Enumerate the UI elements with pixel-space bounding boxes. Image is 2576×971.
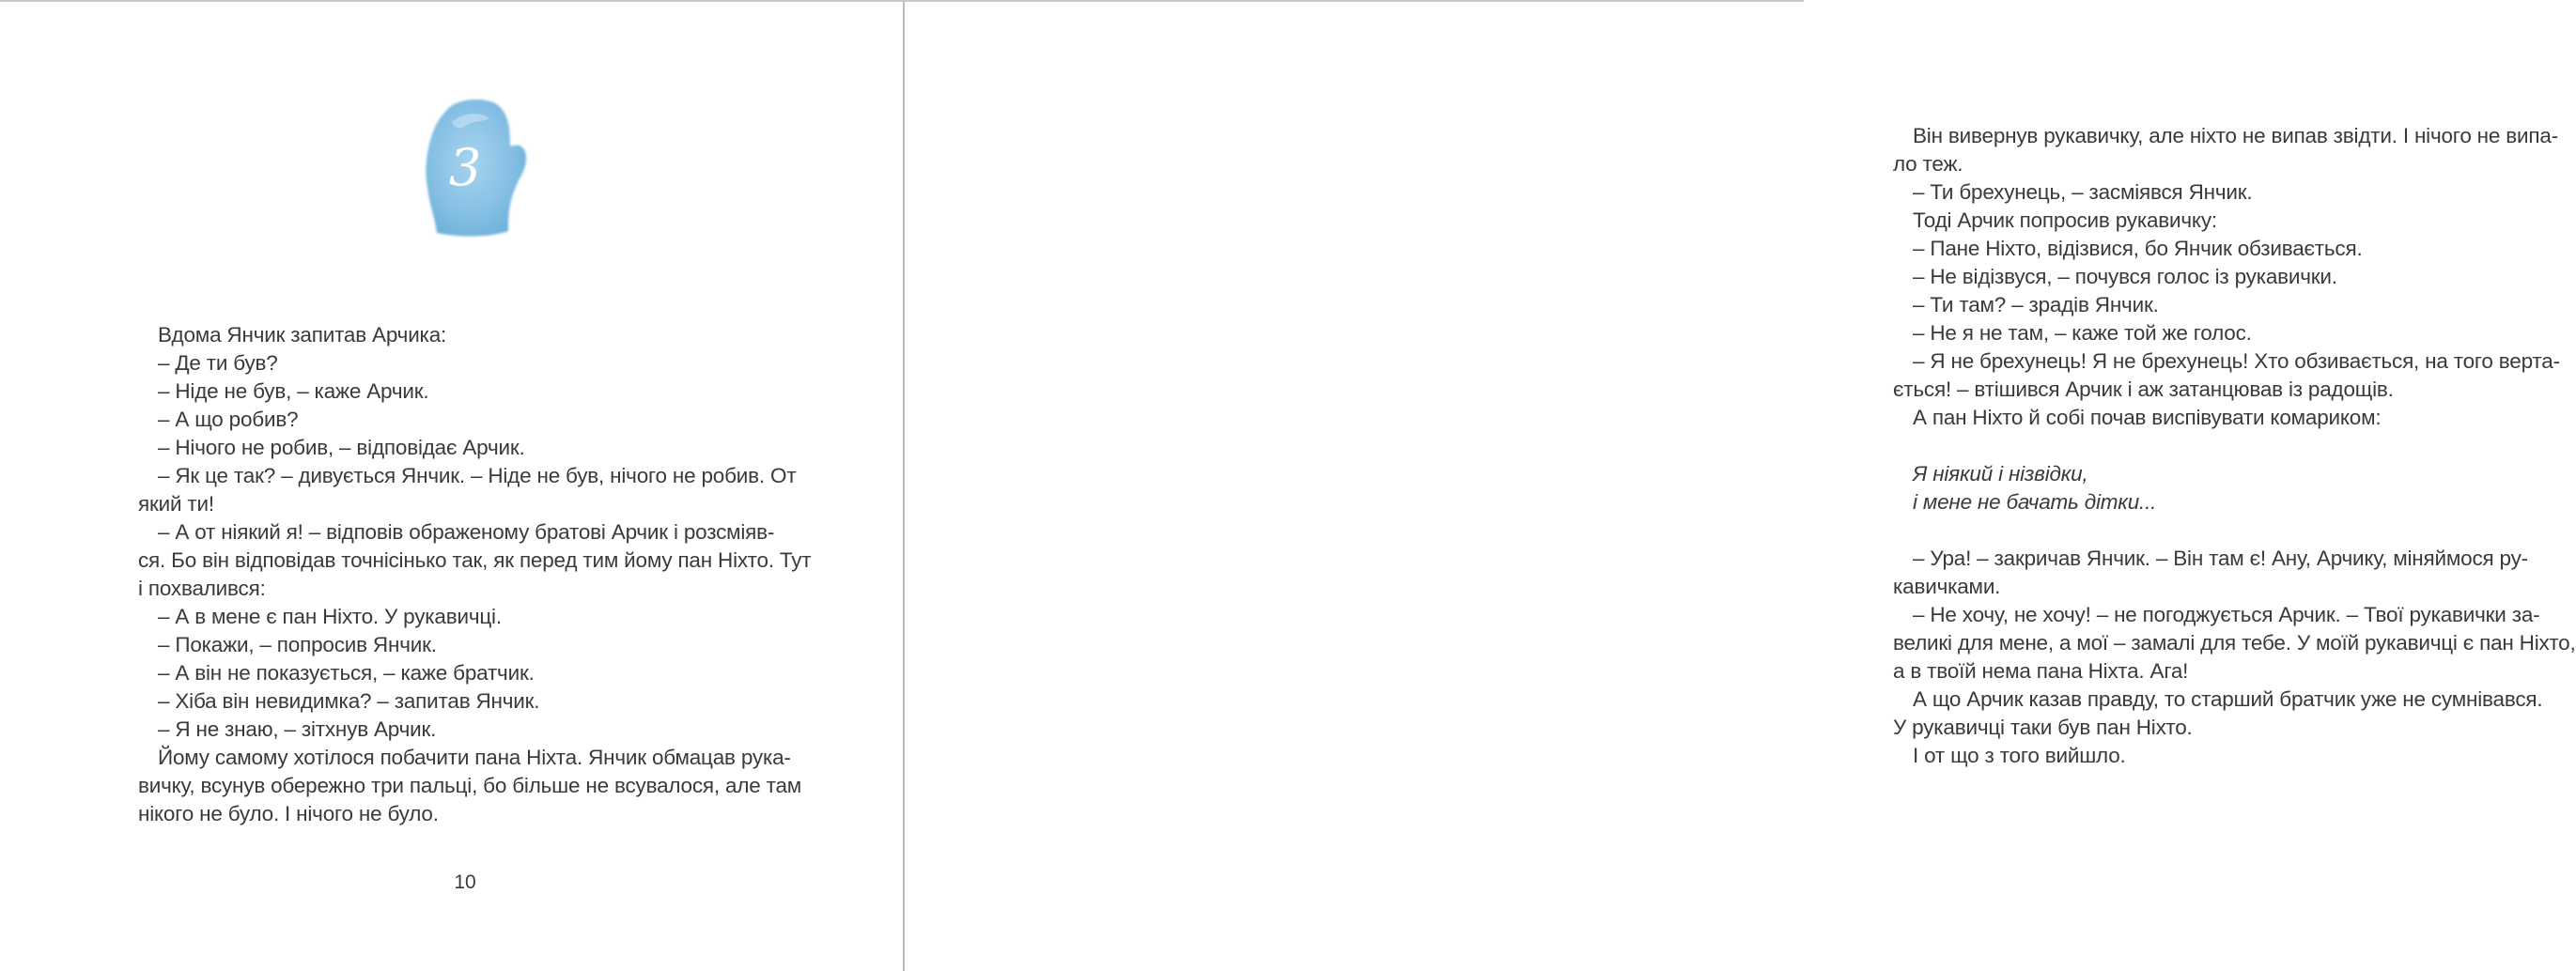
text-line: І от що з того вийшло.	[1913, 744, 2126, 767]
text-line: і похвалився:	[138, 577, 266, 600]
text-line: Вдома Янчик запитав Арчика:	[158, 323, 447, 347]
text-line: а в твоїй нема пана Ніхта. Ага!	[1893, 659, 2189, 683]
text-line: – А от ніякий я! – відповів ображеному братові Арчик і розсміяв-	[158, 520, 775, 544]
text-line: – Покажи, – попросив Янчик.	[158, 633, 437, 656]
stanza-spacer	[1893, 432, 2575, 460]
text-line: – А він не показується, – каже братчик.	[158, 661, 535, 685]
text-line: У рукавичці таки був пан Ніхто.	[1893, 716, 2193, 739]
text-line: – Як це так? – дивується Янчик. – Ніде не був, нічого не робив. От	[158, 464, 797, 487]
text-line: вичку, всунув обережно три пальці, бо більше не всувалося, але там	[138, 774, 802, 797]
text-line: – А в мене є пан Ніхто. У рукавичці.	[158, 605, 502, 628]
verse-line: і мене не бачать дітки...	[1913, 490, 2157, 514]
text-line: нікого не було. І нічого не було.	[138, 802, 439, 825]
chapter-number: 3	[448, 138, 482, 197]
text-line: ся. Бо він відповідав точнісінько так, як перед тим йому пан Ніхто. Тут	[138, 548, 812, 572]
text-line: – Ніде не був, – каже Арчик.	[158, 379, 429, 403]
right-page	[905, 2, 2576, 971]
page-number: 10	[454, 871, 476, 893]
text-line: кавичками.	[1893, 575, 2001, 598]
text-line: ється! – втішився Арчик і аж затанцював із радощів.	[1893, 378, 2394, 401]
text-line: – Ти там? – зрадів Янчик.	[1913, 293, 2159, 316]
stanza-spacer	[1893, 516, 2575, 545]
text-line: Він вивернув рукавичку, але ніхто не випав звідти. І нічого не випа-	[1913, 124, 2558, 147]
text-line: – А що робив?	[158, 408, 299, 431]
text-line: – Ура! – закричав Янчик. – Він там є! Ану, Арчику, міняймося ру-	[1913, 547, 2528, 570]
text-line: – Я не брехунець! Я не брехунець! Хто обзивається, на того верта-	[1913, 349, 2560, 373]
text-line: – Не хочу, не хочу! – не погоджується Арчик. – Твої рукавички за-	[1913, 603, 2540, 626]
text-line: – Я не знаю, – зітхнув Арчик.	[158, 717, 437, 741]
text-line: великі для мене, а мої – замалі для тебе. У моїй рукавичці є пан Ніхто,	[1893, 631, 2576, 655]
text-line: – Не відізвуся, – почувся голос із рукавички.	[1913, 265, 2337, 288]
text-line: – Не я не там, – каже той же голос.	[1913, 321, 2252, 345]
text-line: – Пане Ніхто, відізвися, бо Янчик обзивається.	[1913, 237, 2363, 260]
text-line: – Нічого не робив, – відповідає Арчик.	[158, 436, 525, 459]
text-line: ло теж.	[1893, 152, 1963, 176]
left-page	[0, 2, 903, 971]
text-line: А що Арчик казав правду, то старший братчик уже не сумнівався.	[1913, 687, 2543, 711]
left-page-text	[138, 321, 812, 828]
text-line: – Хіба він невидимка? – запитав Янчик.	[158, 689, 540, 713]
text-line: Йому самому хотілося побачити пана Ніхта. Янчик обмацав рука-	[158, 746, 791, 769]
text-line: А пан Ніхто й собі почав виспівувати комариком:	[1913, 406, 2382, 429]
right-page-text	[1893, 122, 2575, 770]
text-line: – Де ти був?	[158, 351, 278, 375]
text-line: – Ти брехунець, – засміявся Янчик.	[1913, 180, 2253, 204]
verse-line: Я ніякий і нізвідки,	[1913, 462, 2088, 486]
text-line: який ти!	[138, 492, 214, 516]
text-line: Тоді Арчик попросив рукавичку:	[1913, 208, 2217, 232]
